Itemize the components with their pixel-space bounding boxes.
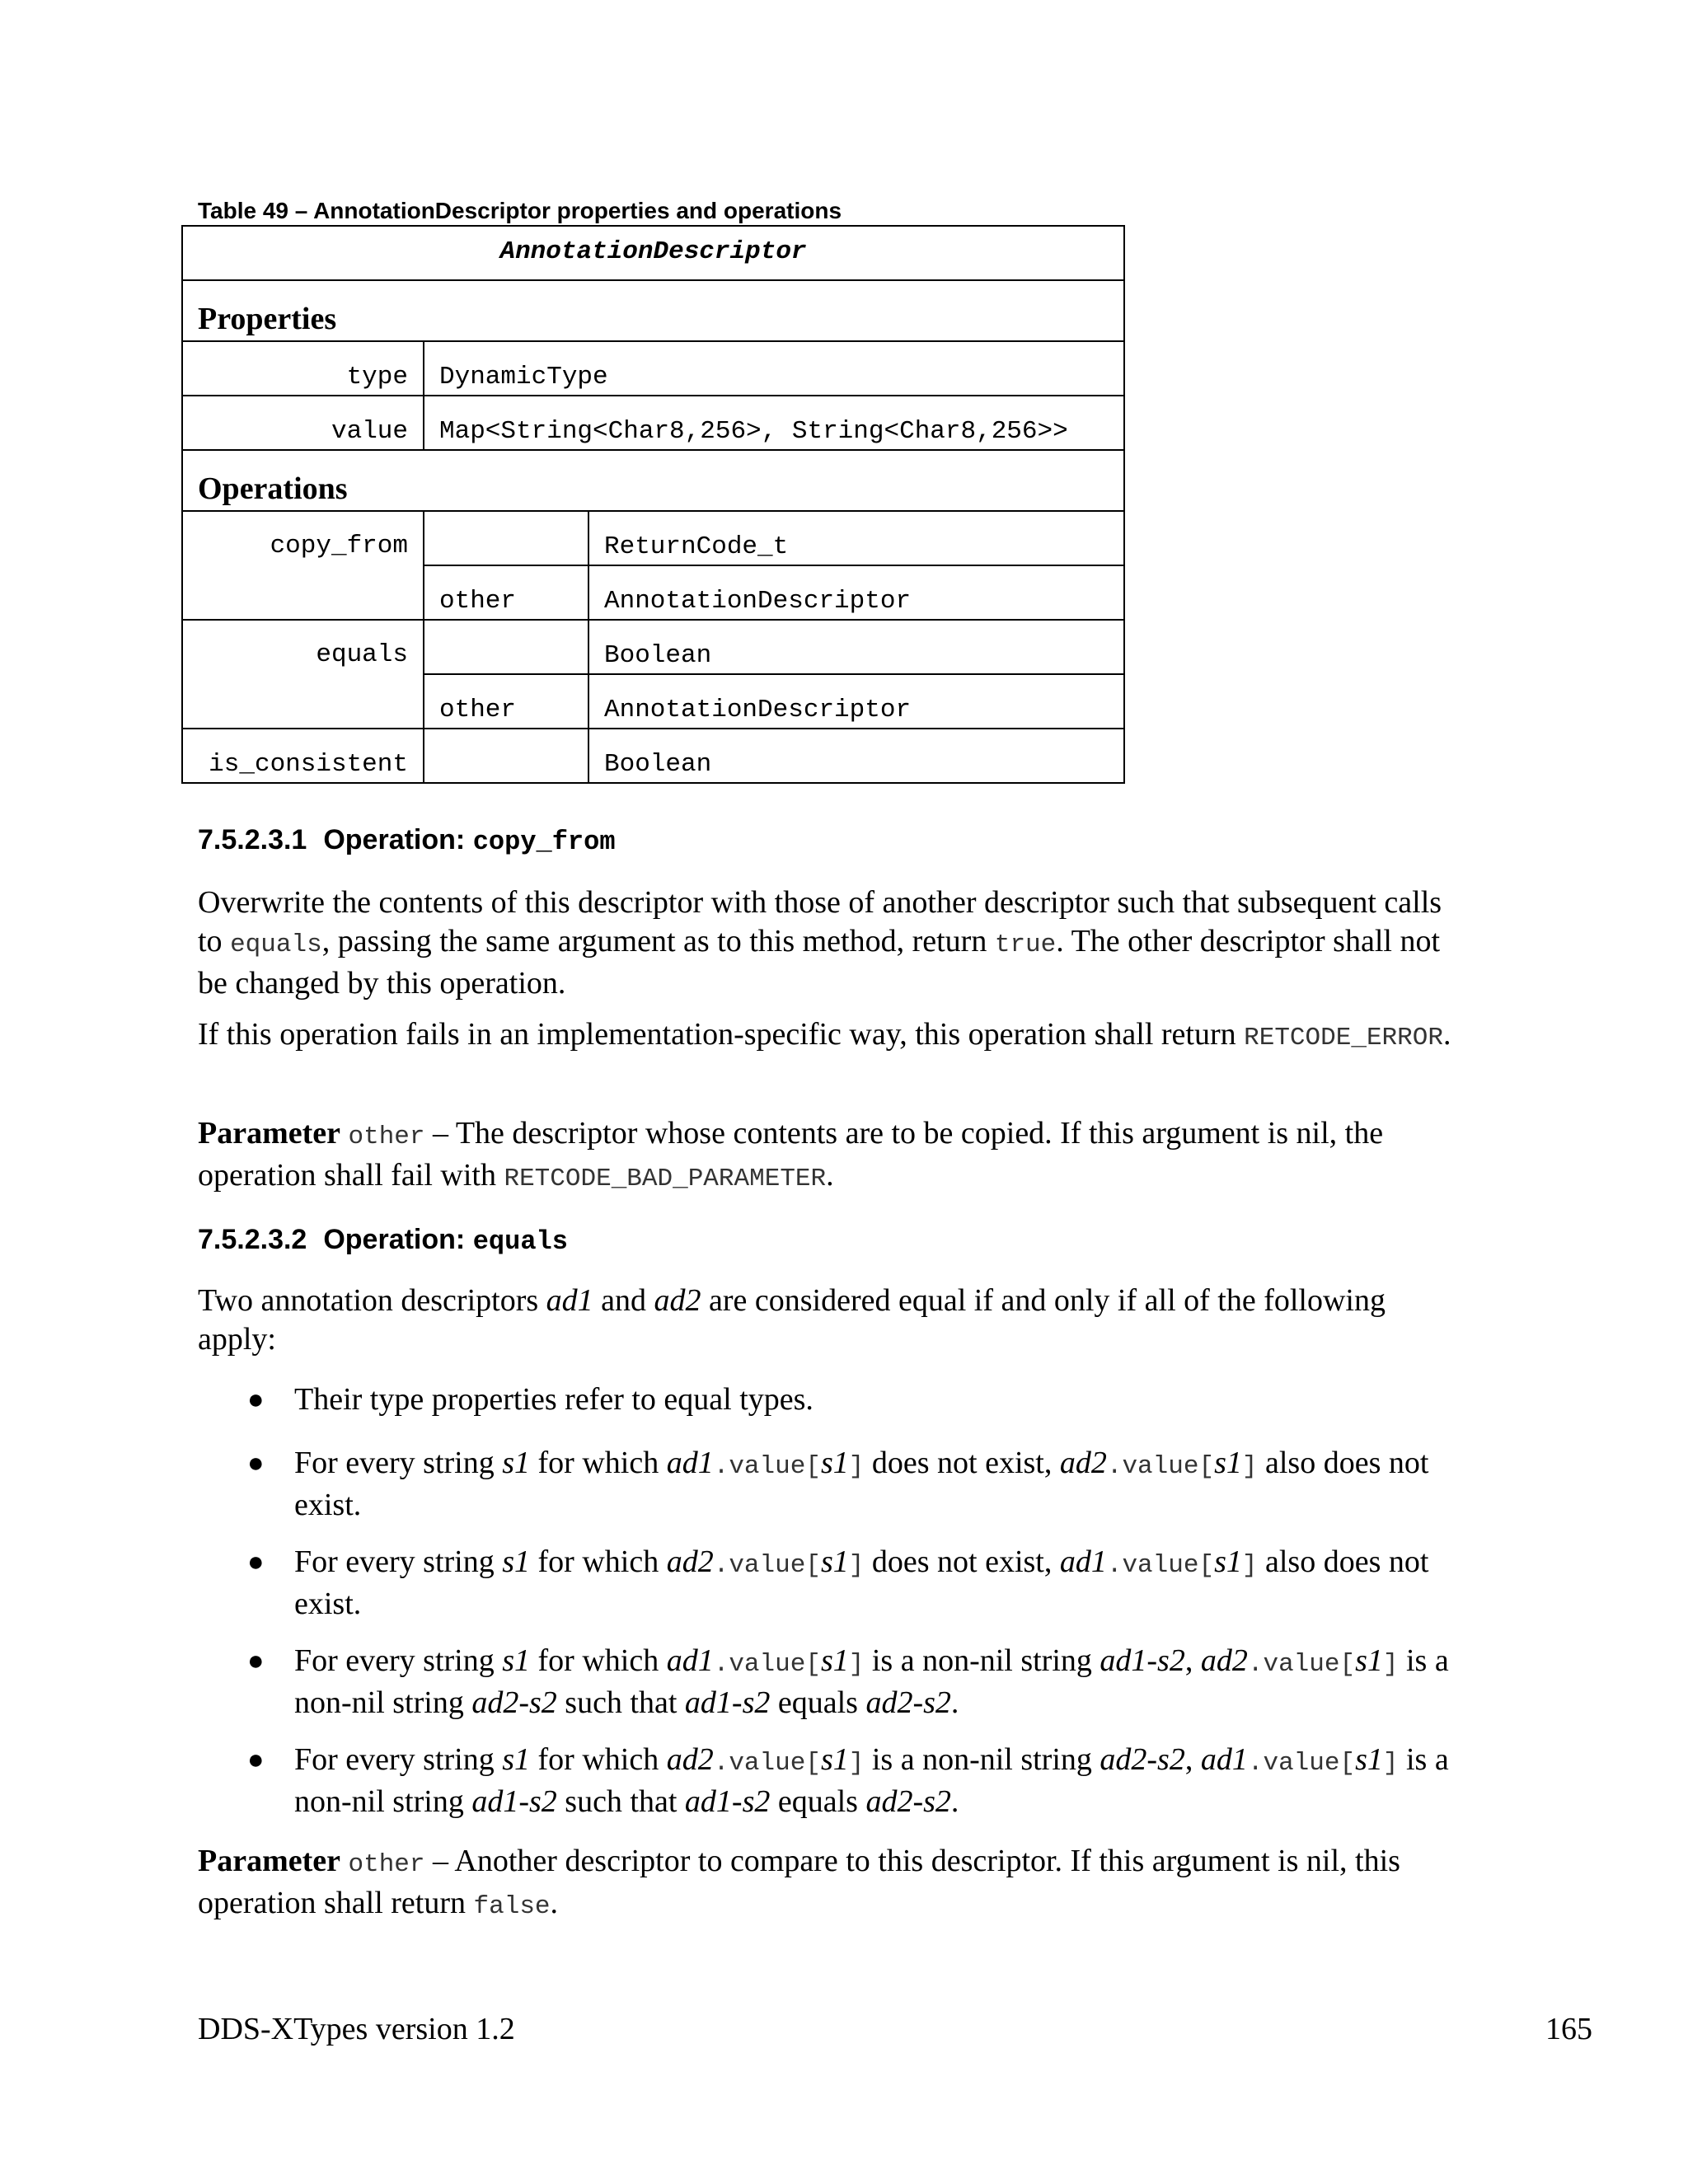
operation-param-type: AnnotationDescriptor <box>588 565 1124 620</box>
var: ad1-s2 <box>684 1685 771 1720</box>
operation-return-type: Boolean <box>588 729 1124 783</box>
text: Overwrite the contents of this descriptor with those of another descriptor such that subsequent calls to <box>198 885 1442 958</box>
text: . <box>1442 1017 1451 1052</box>
operation-name: is_consistent <box>182 729 424 783</box>
text: . The other descriptor shall not be changed by this operation. <box>198 924 1441 1001</box>
section-code: equals <box>472 1226 568 1257</box>
var: s1 <box>502 1742 531 1777</box>
var: s1 <box>820 1544 849 1579</box>
var: s1 <box>1214 1446 1242 1480</box>
text: – The descriptor whose contents are to be copied. If this argument is nil, the operation shall fail with <box>198 1116 1384 1193</box>
code: .value[ <box>1247 1749 1356 1778</box>
var: s1 <box>820 1643 849 1678</box>
text: also does not exist. <box>294 1446 1429 1522</box>
code: .value[ <box>713 1452 821 1481</box>
properties-heading: Properties <box>182 280 1124 341</box>
list-item <box>247 1741 1473 1821</box>
code-true: true <box>994 930 1057 959</box>
text: is a non-nil string <box>864 1742 1100 1777</box>
code-retcode-bad-parameter: RETCODE_BAD_PARAMETER <box>504 1165 827 1193</box>
table-row <box>182 511 1124 565</box>
operation-param-empty <box>424 620 588 674</box>
text: For every string <box>294 1446 503 1480</box>
var: s1 <box>502 1544 531 1579</box>
table-row <box>182 396 1124 450</box>
text: . <box>550 1886 559 1920</box>
code: .value[ <box>1247 1650 1356 1679</box>
copy-from-failure <box>198 1015 1467 1057</box>
parameter-label: Parameter <box>198 1116 340 1151</box>
var: ad1 <box>666 1446 714 1480</box>
text: and <box>593 1283 654 1318</box>
code: .value[ <box>1106 1551 1215 1580</box>
section-title: Operation: <box>323 1224 466 1255</box>
code: .value[ <box>1106 1452 1215 1481</box>
code-equals: equals <box>230 930 322 959</box>
table-row <box>182 620 1124 674</box>
text: does not exist, <box>864 1544 1060 1579</box>
operation-param-type: AnnotationDescriptor <box>588 674 1124 729</box>
var: ad2 <box>1059 1446 1107 1480</box>
var: ad1-s2 <box>1100 1643 1185 1678</box>
section-heading-equals <box>198 1224 568 1257</box>
code: ] <box>848 1551 865 1580</box>
text: for which <box>530 1446 667 1480</box>
code: .value[ <box>713 1551 821 1580</box>
var: ad2-s2 <box>471 1685 557 1720</box>
text: equals <box>770 1784 866 1819</box>
var: ad2 <box>666 1742 714 1777</box>
text: also does not exist. <box>294 1544 1429 1621</box>
var: ad1 <box>1059 1544 1107 1579</box>
equals-parameter <box>198 1842 1467 1926</box>
table-row <box>182 341 1124 396</box>
operation-name: copy_from <box>182 511 424 620</box>
code: ] <box>1241 1452 1258 1481</box>
property-name: value <box>182 396 424 450</box>
text: such that <box>556 1784 685 1819</box>
operation-param-empty <box>424 729 588 783</box>
text: Two annotation descriptors <box>198 1283 546 1318</box>
text: Their type properties refer to equal types. <box>294 1382 814 1417</box>
text: for which <box>530 1643 667 1678</box>
text: , <box>1184 1643 1201 1678</box>
var: ad2-s2 <box>865 1685 951 1720</box>
list-item <box>247 1444 1473 1525</box>
copy-from-parameter <box>198 1114 1467 1198</box>
var: ad2 <box>1200 1643 1248 1678</box>
equals-intro <box>198 1282 1467 1359</box>
bullet-icon: ● <box>247 1745 265 1775</box>
var-ad1: ad1 <box>546 1283 593 1318</box>
code: ] <box>1241 1551 1258 1580</box>
operation-name: equals <box>182 620 424 729</box>
var: ad1 <box>666 1643 714 1678</box>
text: , passing the same argument as to this method, return <box>321 924 995 958</box>
var: s1 <box>820 1446 849 1480</box>
var: s1 <box>1355 1742 1383 1777</box>
bullet-icon: ● <box>247 1385 265 1415</box>
table-header-class-name: AnnotationDescriptor <box>182 226 1124 280</box>
copy-from-description <box>198 883 1467 1003</box>
text: For every string <box>294 1742 503 1777</box>
text: equals <box>770 1685 866 1720</box>
code: .value[ <box>713 1749 821 1778</box>
code-other: other <box>348 1850 425 1879</box>
list-item <box>247 1543 1473 1624</box>
var: ad1-s2 <box>471 1784 557 1819</box>
code: ] <box>848 1749 865 1778</box>
text: such that <box>556 1685 685 1720</box>
operation-return-type: ReturnCode_t <box>588 511 1124 565</box>
section-number: 7.5.2.3.2 <box>198 1224 307 1255</box>
code-false: false <box>473 1892 551 1921</box>
code: ] <box>848 1452 865 1481</box>
text: is a non-nil string <box>294 1742 1449 1819</box>
text: If this operation fails in an implementation-specific way, this operation shall return <box>198 1017 1245 1052</box>
text: . <box>950 1784 959 1819</box>
property-name: type <box>182 341 424 396</box>
var: ad1-s2 <box>684 1784 771 1819</box>
operation-param-name: other <box>424 674 588 729</box>
footer-document-title: DDS-XTypes version 1.2 <box>198 2012 515 2046</box>
operations-heading: Operations <box>182 450 1124 511</box>
operation-return-type: Boolean <box>588 620 1124 674</box>
var: ad2-s2 <box>1100 1742 1185 1777</box>
code-retcode-error: RETCODE_ERROR <box>1244 1024 1443 1052</box>
bullet-icon: ● <box>247 1547 265 1577</box>
annotation-descriptor-table <box>181 225 1125 784</box>
text: . <box>950 1685 959 1720</box>
text: , <box>1184 1742 1201 1777</box>
section-title: Operation: <box>323 824 466 855</box>
parameter-label: Parameter <box>198 1844 340 1878</box>
var: s1 <box>502 1446 531 1480</box>
operation-param-empty <box>424 511 588 565</box>
section-number: 7.5.2.3.1 <box>198 824 307 855</box>
property-type: DynamicType <box>424 341 1124 396</box>
text: For every string <box>294 1643 503 1678</box>
bullet-icon: ● <box>247 1646 265 1676</box>
var: ad1 <box>1200 1742 1248 1777</box>
code: ] <box>1382 1749 1399 1778</box>
list-item <box>247 1380 1473 1419</box>
text: . <box>826 1158 834 1193</box>
var: s1 <box>820 1742 849 1777</box>
text: does not exist, <box>864 1446 1060 1480</box>
section-code: copy_from <box>472 827 616 857</box>
table-row <box>182 729 1124 783</box>
operation-param-name: other <box>424 565 588 620</box>
code: .value[ <box>713 1650 821 1679</box>
var-ad2: ad2 <box>654 1283 701 1318</box>
text: For every string <box>294 1544 503 1579</box>
text: is a non-nil string <box>864 1643 1100 1678</box>
text: for which <box>530 1544 667 1579</box>
var: s1 <box>1214 1544 1242 1579</box>
var: s1 <box>1355 1643 1383 1678</box>
var: ad2 <box>666 1544 714 1579</box>
code: ] <box>1382 1650 1399 1679</box>
var: s1 <box>502 1643 531 1678</box>
section-heading-copy-from <box>198 824 616 857</box>
bullet-icon: ● <box>247 1448 265 1479</box>
property-type: Map<String<Char8,256>, String<Char8,256>> <box>424 396 1124 450</box>
list-item <box>247 1642 1473 1722</box>
var: ad2-s2 <box>865 1784 951 1819</box>
code: ] <box>848 1650 865 1679</box>
code-other: other <box>348 1122 425 1151</box>
text: for which <box>530 1742 667 1777</box>
text: is a non-nil string <box>294 1643 1449 1720</box>
table-caption: Table 49 – AnnotationDescriptor properties and operations <box>198 198 842 223</box>
footer-page-number: 165 <box>1545 2012 1592 2046</box>
text: – Another descriptor to compare to this descriptor. If this argument is nil, this operation shall return <box>198 1844 1400 1920</box>
text: are considered equal if and only if all of the following apply: <box>198 1283 1386 1357</box>
